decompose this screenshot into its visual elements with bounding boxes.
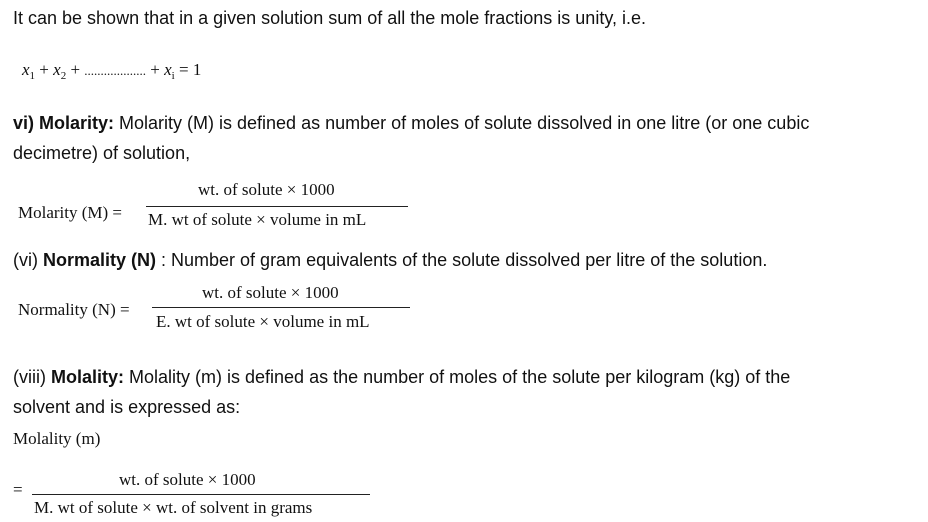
molarity-text-1: Molarity (M) is defined as number of moles of solute dissolved in one litre (or one cubic xyxy=(114,113,810,133)
normality-text: : Number of gram equivalents of the solute dissolved per litre of the solution. xyxy=(156,250,768,270)
normality-prefix: (vi) xyxy=(13,250,43,270)
plus-sign: + xyxy=(70,60,81,79)
molality-prefix: (viii) xyxy=(13,367,51,387)
molality-label: Molality (m) xyxy=(13,429,101,448)
x2-subscript: 2 xyxy=(60,70,67,82)
x1-var: x xyxy=(22,60,30,79)
normality-numerator: wt. of solute × 1000 xyxy=(202,283,339,302)
molarity-lhs: Molarity (M) = xyxy=(18,203,123,222)
molality-heading: Molality: xyxy=(51,367,125,387)
plus-sign: + xyxy=(150,60,160,79)
molarity-line2: decimetre) of solution, xyxy=(13,143,191,163)
molality-equals: = xyxy=(13,480,23,499)
normality-heading: Normality (N) xyxy=(43,250,157,270)
molarity-fraction-bar xyxy=(146,206,408,207)
intro-text: It can be shown that in a given solution sum of all the mole fractions is unity, i.e. xyxy=(13,8,646,28)
ellipsis-dots: ................... xyxy=(84,63,147,78)
plus-sign: + xyxy=(39,60,49,79)
normality-line xyxy=(13,250,767,271)
molality-line1 xyxy=(13,367,790,388)
mole-fraction-equation xyxy=(22,60,201,82)
equals-one: = 1 xyxy=(178,60,202,79)
molality-text-1: Molality (m) is defined as the number of moles of the solute per kilogram (kg) of the xyxy=(124,367,791,387)
normality-denominator: E. wt of solute × volume in mL xyxy=(156,312,370,331)
molality-numerator: wt. of solute × 1000 xyxy=(119,470,256,489)
x1-subscript: 1 xyxy=(29,70,36,82)
molarity-numerator: wt. of solute × 1000 xyxy=(198,180,335,199)
molality-line2: solvent and is expressed as: xyxy=(13,397,241,417)
normality-lhs: Normality (N) = xyxy=(18,300,130,319)
xi-subscript: i xyxy=(171,70,175,82)
molarity-heading: vi) Molarity: xyxy=(13,113,115,133)
x2-var: x xyxy=(53,60,61,79)
molarity-denominator: M. wt of solute × volume in mL xyxy=(148,210,367,229)
xi-var: x xyxy=(164,60,172,79)
normality-fraction-bar xyxy=(152,307,410,308)
molality-fraction-bar xyxy=(32,494,370,495)
molality-denominator: M. wt of solute × wt. of solvent in grams xyxy=(34,498,313,517)
molarity-line1 xyxy=(13,113,809,134)
